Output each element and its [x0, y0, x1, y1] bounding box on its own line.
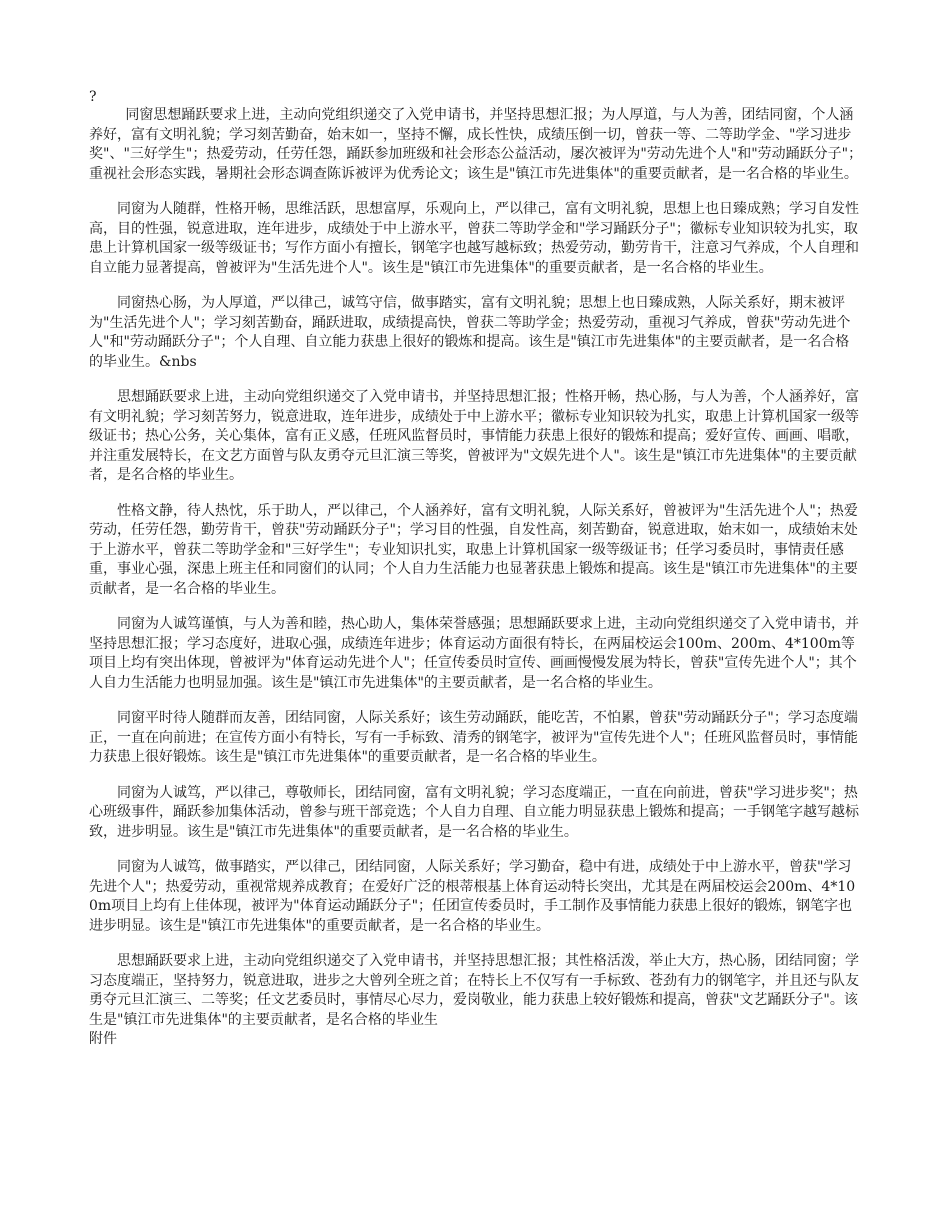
paragraph-10: 思想踊跃要求上进，主动向党组织递交了入党申请书，并坚持思想汇报；其性格活泼，举止大方，热心肠，团结同窗；学习态度端正，坚持努力，锐意进取，进步之大曾列全班之首；在特长上不仅写有一手标致、苍劲有力的钢笔字，并且还与队友勇夺元旦汇演三、二等奖；任文艺委员时，事情尽心尽力，爱岗敬业，能力获患上较好锻炼和提高，曾获"文艺踊跃分子"。该生是"镇江市先进集体"的主要贡献者，是名合格的毕业生	[89, 953, 859, 1028]
paragraph-6: 同窗为人诚笃谨慎，与人为善和睦，热心助人，集体荣誉感强；思想踊跃要求上进，主动向党组织递交了入党申请书，并坚持思想汇报；学习态度好，进取心强，成绩连年进步；体育运动方面很有特长，在两届校运会100m、200m、4*100m等项目上均有突出体现，曾被评为"体育运动先进个人"；任宣传委员时宣传、画画慢慢发展为特长，曾获"宣传先进个人"；其个人自力生活能力也明显加强。该生是"镇江市先进集体"的主要贡献者，是一名合格的毕业生。	[89, 616, 859, 691]
paragraph-2: 同窗为人随群，性格开畅，思维活跃，思想富厚，乐观向上，严以律己，富有文明礼貌，思想上也日臻成熟；学习自发性高，目的性强，锐意进取，连年进步，成绩处于中上游水平，曾获二等助学金和"学习踊跃分子"；徽标专业知识较为扎实，取患上计算机国家一级等级证书；写作方面小有擅长，钢笔字也越写越标致；热爱劳动，勤劳肯干，注意习气养成，个人自理和自立能力显著提高，曾被评为"生活先进个人"。该生是"镇江市先进集体"的重要贡献者，是一名合格的毕业生。	[89, 201, 859, 276]
paragraph-4: 思想踊跃要求上进，主动向党组织递交了入党申请书，并坚持思想汇报；性格开畅，热心肠，与人为善，个人涵养好，富有文明礼貌；学习刻苦努力，锐意进取，连年进步，成绩处于中上游水平；徽标专业知识较为扎实，取患上计算机国家一级等级证书；热心公务，关心集体，富有正义感，任班风监督员时，事情能力获患上很好的锻炼和提高；爱好宣传、画画、唱歌，并注重发展特长，在文艺方面曾与队友勇夺元旦汇演三等奖，曾被评为"文娱先进个人"。该生是"镇江市先进集体"的主要贡献者，是名合格的毕业生。	[89, 389, 859, 483]
paragraph-3: 同窗热心肠，为人厚道，严以律己，诚笃守信，做事踏实，富有文明礼貌；思想上也日臻成熟，人际关系好，期末被评为"生活先进个人"；学习刻苦勤奋，踊跃进取，成绩提高快，曾获二等助学金；热爱劳动，重视习气养成，曾获"劳动先进个人"和"劳动踊跃分子"；个人自理、自立能力获患上很好的锻炼和提高。该生是"镇江市先进集体"的主要贡献者，是一名合格的毕业生。&nbs	[89, 295, 851, 370]
paragraph-1: 同窗思想踊跃要求上进，主动向党组织递交了入党申请书，并坚持思想汇报；为人厚道，与人为善，团结同窗，个人涵养好，富有文明礼貌；学习刻苦勤奋，始末如一，坚持不懈，成长性快，成绩压倒一切，曾获一等、二等助学金、"学习进步奖"、"三好学生"；热爱劳动，任劳任怨，踊跃参加班级和社会形态公益活动，屡次被评为"劳动先进个人"和"劳动踊跃分子"；重视社会形态实践，暑期社会形态调查陈诉被评为优秀论文；该生是"镇江市先进集体"的重要贡献者，是一名合格的毕业生。	[89, 107, 863, 182]
question-mark: ?	[89, 89, 97, 105]
attachment-label: 附件	[89, 1031, 117, 1047]
paragraph-8: 同窗为人诚笃，严以律己，尊敬师长，团结同窗，富有文明礼貌；学习态度端正，一直在向前进，曾获"学习进步奖"；热心班级事件，踊跃参加集体活动，曾参与班干部竞选；个人自力自理、自立能力明显获患上锻炼和提高；一手钢笔字越写越标致，进步明显。该生是"镇江市先进集体"的重要贡献者，是一名合格的毕业生。	[89, 784, 859, 840]
paragraph-7: 同窗平时待人随群而友善，团结同窗，人际关系好；该生劳动踊跃，能吃苦，不怕累，曾获"劳动踊跃分子"；学习态度端正，一直在向前进；在宣传方面小有特长，写有一手标致、清秀的钢笔字，被评为"宣传先进个人"；任班风监督员时，事情能力获患上很好锻炼。该生是"镇江市先进集体"的重要贡献者，是一名合格的毕业生。	[89, 710, 858, 765]
document-body	[89, 106, 863, 1050]
paragraph-5: 性格文静，待人热忱，乐于助人，严以律己，个人涵养好，富有文明礼貌，人际关系好，曾被评为"生活先进个人"；热爱劳动，任劳任怨，勤劳肯干，曾获"劳动踊跃分子"；学习目的性强，自发性高，刻苦勤奋，锐意进取，始末如一，成绩始末处于上游水平，曾获二等助学金和"三好学生"；专业知识扎实，取患上计算机国家一级等级证书；任学习委员时，事情责任感重，事业心强，深患上班主任和同窗们的认同；个人自力生活能力也显著获患上锻炼和提高。该生是"镇江市先进集体"的主要贡献者，是一名合格的毕业生。	[89, 502, 858, 597]
paragraph-9: 同窗为人诚笃，做事踏实，严以律己，团结同窗，人际关系好；学习勤奋，稳中有进，成绩处于中上游水平，曾获"学习先进个人"；热爱劳动，重视常规养成教育；在爱好广泛的根蒂根基上体育运动特长突出，尤其是在两届校运会200m、4*100m项目上均有上佳体现，被评为"体育运动踊跃分子"；任团宣传委员时，手工制作及事情能力获患上很好的锻炼，钢笔字也进步明显。该生是"镇江市先进集体"的重要贡献者，是一名合格的毕业生。	[89, 859, 856, 934]
